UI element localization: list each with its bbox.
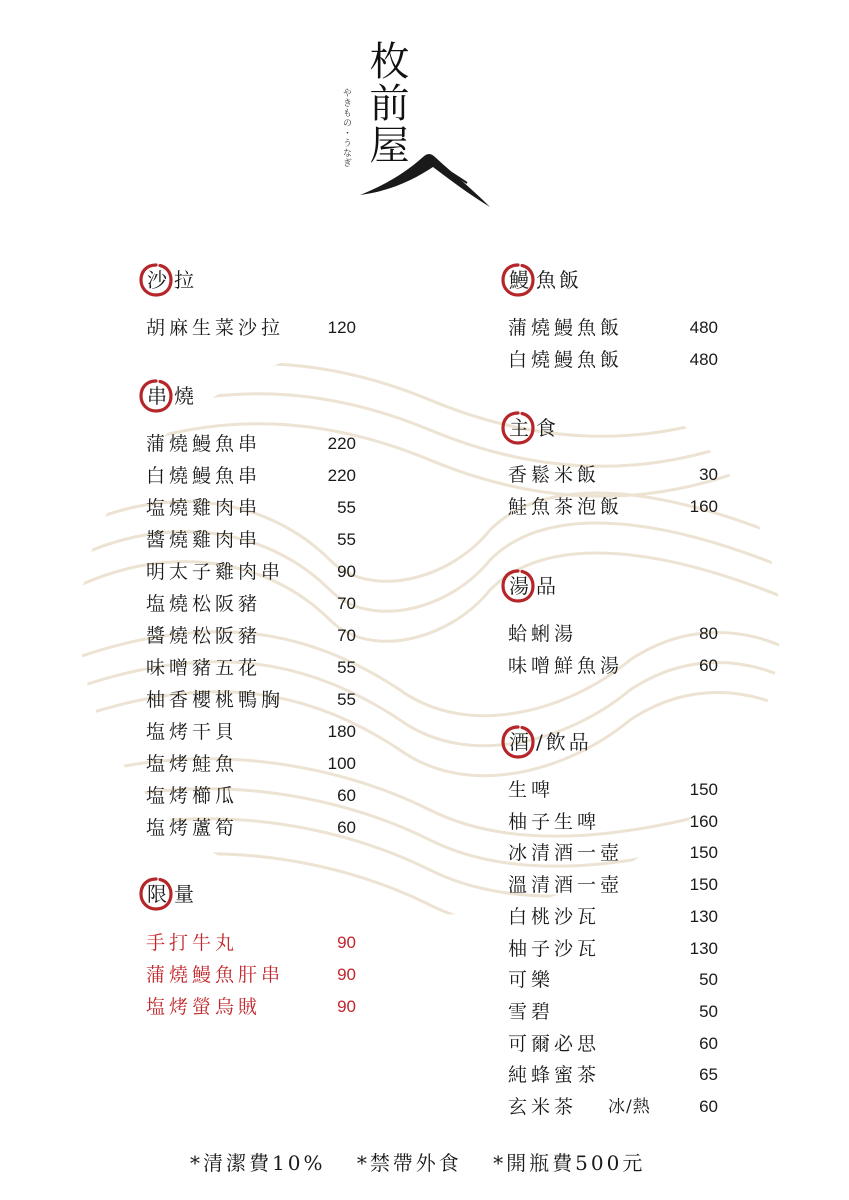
menu-item bbox=[146, 557, 356, 587]
menu-item-price: 150 bbox=[689, 780, 718, 799]
menu-item bbox=[146, 621, 356, 651]
menu-item-price: 150 bbox=[689, 843, 718, 863]
menu-item-price: 65 bbox=[699, 1065, 718, 1085]
menu-item-price: 220 bbox=[327, 434, 356, 453]
menu-item bbox=[146, 313, 356, 343]
menu-item-name: 冰清酒一壺 bbox=[508, 842, 624, 865]
menu-item bbox=[508, 934, 718, 964]
menu-item-price: 55 bbox=[337, 498, 356, 517]
menu-item-name: 可樂 bbox=[508, 969, 555, 992]
menu-item-price: 90 bbox=[337, 933, 356, 952]
menu-item bbox=[508, 997, 718, 1027]
menu-item bbox=[146, 685, 356, 715]
menu-item-price: 120 bbox=[327, 318, 356, 337]
menu-item-price: 480 bbox=[689, 350, 718, 369]
menu-item bbox=[146, 589, 356, 619]
menu-item-temperature: 冰/熱 bbox=[608, 1097, 651, 1117]
menu-item-name: 白桃沙瓦 bbox=[508, 905, 601, 928]
menu-item bbox=[146, 749, 356, 779]
menu-item bbox=[146, 992, 356, 1022]
section-header-label: 量 bbox=[174, 882, 197, 906]
menu-item-price: 90 bbox=[337, 562, 356, 581]
section-header-first-char: 主 bbox=[509, 416, 529, 440]
brush-stroke-logo-mark bbox=[355, 145, 495, 215]
menu-item-name: 柚香櫻桃鴨胸 bbox=[146, 689, 285, 711]
menu-item bbox=[146, 960, 356, 990]
menu-item bbox=[146, 717, 356, 747]
menu-item-price: 70 bbox=[337, 626, 356, 645]
menu-item-name: 生啤 bbox=[508, 779, 555, 801]
menu-item-price: 60 bbox=[699, 1033, 718, 1053]
menu-item-name: 純蜂蜜茶 bbox=[508, 1064, 601, 1087]
section-header-first-char: 湯 bbox=[509, 574, 529, 598]
menu-item-name: 明太子雞肉串 bbox=[146, 561, 285, 583]
menu-item-name: 塩燒松阪豬 bbox=[146, 593, 262, 615]
menu-item-price: 70 bbox=[337, 594, 356, 613]
menu-item bbox=[508, 651, 718, 681]
menu-item-name: 塩烤櫛瓜 bbox=[146, 785, 239, 807]
menu-item bbox=[508, 807, 718, 837]
menu-item-name: 白燒鰻魚串 bbox=[146, 465, 262, 487]
menu-item-name: 塩燒雞肉串 bbox=[146, 497, 262, 519]
menu-item-name: 玄米茶 bbox=[508, 1096, 578, 1118]
section-header-label: 食 bbox=[536, 416, 559, 440]
menu-item-name: 香鬆米飯 bbox=[508, 464, 601, 486]
menu-item-price: 55 bbox=[337, 530, 356, 549]
menu-item-name: 雪碧 bbox=[508, 1000, 555, 1023]
section-header-first-char: 串 bbox=[147, 384, 167, 408]
menu-item-price: 160 bbox=[689, 497, 718, 516]
menu-item-name: 鮭魚茶泡飯 bbox=[508, 496, 624, 518]
section-header-first-char: 酒 bbox=[509, 730, 529, 754]
menu-item-price: 130 bbox=[689, 906, 718, 926]
menu-item-name: 胡麻生菜沙拉 bbox=[146, 317, 285, 339]
menu-item-price: 60 bbox=[337, 818, 356, 837]
menu-item-price: 220 bbox=[327, 466, 356, 485]
menu-item-name: 醬燒雞肉串 bbox=[146, 529, 262, 551]
menu-item-name: 柚子生啤 bbox=[508, 810, 601, 833]
menu-item bbox=[508, 775, 718, 805]
menu-item-price: 180 bbox=[327, 722, 356, 741]
menu-item bbox=[508, 460, 718, 490]
menu-item-price: 60 bbox=[699, 1097, 718, 1116]
section-header-label: 魚飯 bbox=[536, 268, 582, 292]
menu-item-name: 塩烤干貝 bbox=[146, 721, 239, 743]
corkage-fee-note: *開瓶費500元 bbox=[493, 1151, 646, 1175]
menu-item-name: 可爾必思 bbox=[508, 1032, 601, 1055]
menu-item-price: 30 bbox=[699, 465, 718, 484]
menu-item bbox=[146, 928, 356, 958]
menu-item-name: 塩烤蘆筍 bbox=[146, 817, 239, 839]
cleaning-fee-note: *清潔費10% bbox=[190, 1151, 326, 1175]
menu-item-price: 55 bbox=[337, 658, 356, 677]
menu-item-name: 味噌豬五花 bbox=[146, 657, 262, 679]
menu-item bbox=[146, 813, 356, 843]
menu-item bbox=[146, 461, 356, 491]
menu-item-price: 100 bbox=[327, 754, 356, 773]
menu-item bbox=[508, 1060, 718, 1090]
section-header-label: 拉 bbox=[174, 268, 197, 292]
restaurant-logo-title: 枚前屋 bbox=[363, 40, 409, 166]
restaurant-logo-subtitle: やきもの・うなぎ bbox=[341, 88, 351, 168]
menu-item bbox=[146, 429, 356, 459]
menu-item-name: 手打牛丸 bbox=[146, 932, 239, 954]
menu-item-price: 160 bbox=[689, 811, 718, 831]
menu-item-price: 60 bbox=[699, 656, 718, 675]
menu-item-price: 90 bbox=[337, 965, 356, 984]
menu-item-name: 柚子沙瓦 bbox=[508, 937, 601, 960]
menu-footer-notes bbox=[190, 1148, 710, 1178]
menu-item-name: 蛤蜊湯 bbox=[508, 623, 578, 645]
section-header-label: 燒 bbox=[174, 384, 197, 408]
menu-item-name: 塩烤螢烏賊 bbox=[146, 996, 262, 1018]
menu-item-name: 醬燒松阪豬 bbox=[146, 625, 262, 647]
menu-item-price: 60 bbox=[337, 786, 356, 805]
menu-item-price: 130 bbox=[689, 938, 718, 958]
section-header-label: 品 bbox=[536, 574, 559, 598]
menu-item-name: 白燒鰻魚飯 bbox=[508, 349, 624, 371]
menu-item bbox=[508, 965, 718, 995]
menu-item bbox=[508, 313, 718, 343]
menu-item-name: 蒲燒鰻魚肝串 bbox=[146, 964, 285, 986]
menu-item bbox=[146, 653, 356, 683]
menu-item bbox=[508, 1092, 718, 1122]
menu-item-price: 90 bbox=[337, 997, 356, 1016]
menu-item-price: 80 bbox=[699, 624, 718, 643]
menu-item-name: 蒲燒鰻魚串 bbox=[146, 433, 262, 455]
menu-item bbox=[146, 781, 356, 811]
section-header-first-char: 沙 bbox=[147, 268, 167, 292]
menu-item-price: 480 bbox=[689, 318, 718, 337]
menu-item-price: 150 bbox=[689, 875, 718, 895]
section-header-label: /飲品 bbox=[536, 730, 592, 754]
menu-item bbox=[508, 619, 718, 649]
menu-item bbox=[508, 1029, 718, 1059]
menu-item-price: 55 bbox=[337, 690, 356, 709]
menu-item bbox=[508, 902, 718, 932]
menu-item-name: 蒲燒鰻魚飯 bbox=[508, 317, 624, 339]
section-header-first-char: 鰻 bbox=[509, 268, 529, 292]
menu-item-price: 50 bbox=[699, 970, 718, 990]
section-header-first-char: 限 bbox=[147, 882, 167, 906]
menu-item bbox=[146, 493, 356, 523]
menu-item bbox=[146, 525, 356, 555]
menu-item-name: 味噌鮮魚湯 bbox=[508, 655, 624, 677]
menu-item bbox=[508, 345, 718, 375]
menu-item bbox=[508, 492, 718, 522]
menu-item bbox=[508, 870, 718, 900]
menu-item-name: 溫清酒一壺 bbox=[508, 874, 624, 897]
no-outside-food-note: *禁帶外食 bbox=[356, 1151, 462, 1175]
menu-item-name: 塩烤鮭魚 bbox=[146, 753, 239, 775]
menu-item bbox=[508, 838, 718, 868]
menu-item-price: 50 bbox=[699, 1001, 718, 1021]
